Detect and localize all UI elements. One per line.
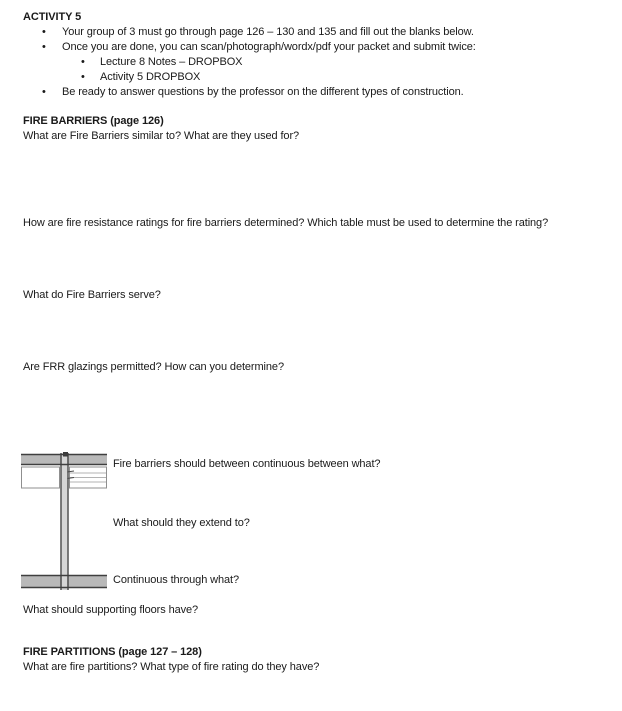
fire-barrier-section-diagram (21, 452, 107, 590)
question-frr-glazings: Are FRR glazings permitted? How can you determine? (23, 361, 284, 373)
question-fire-resistance-ratings: How are fire resistance ratings for fire barriers determined? Which table must be used to determine the rating? (23, 217, 549, 229)
question-fire-partitions: What are fire partitions? What type of fire rating do they have? (23, 661, 320, 673)
bullet-item (42, 25, 474, 39)
ceiling-cavity-left (22, 467, 60, 488)
fire-barriers-heading: FIRE BARRIERS (page 126) (23, 115, 164, 127)
bullet-text: Once you are done, you can scan/photograph/wordx/pdf your packet and submit twice: (62, 41, 476, 53)
question-fire-barriers-similar: What are Fire Barriers similar to? What are they used for? (23, 130, 300, 142)
activity-heading: ACTIVITY 5 (23, 11, 82, 23)
bullet-icon: • (81, 56, 85, 68)
fire-partitions-heading: FIRE PARTITIONS (page 127 – 128) (23, 646, 202, 658)
sub-bullet-item (81, 55, 243, 69)
bullet-item (42, 40, 476, 54)
bullet-icon: • (42, 86, 46, 98)
bullet-text: Be ready to answer questions by the professor on the different types of construction. (62, 86, 464, 98)
question-continuous-through: Continuous through what? (113, 574, 240, 586)
bullet-text: Your group of 3 must go through page 126 – 130 and 135 and fill out the blanks below. (62, 26, 474, 38)
wall-fill (62, 453, 68, 590)
bullet-icon: • (42, 26, 46, 38)
question-supporting-floors: What should supporting floors have? (23, 604, 199, 616)
bullet-icon: • (81, 71, 85, 83)
bullet-icon: • (42, 41, 46, 53)
question-extend-to: What should they extend to? (113, 517, 250, 529)
question-continuous-between: Fire barriers should between continuous between what? (113, 458, 381, 470)
question-fire-barriers-serve: What do Fire Barriers serve? (23, 289, 161, 301)
bullet-item (42, 85, 464, 99)
sub-bullet-item (81, 70, 201, 84)
bullet-text: Lecture 8 Notes – DROPBOX (100, 56, 243, 68)
bullet-text: Activity 5 DROPBOX (100, 71, 201, 83)
